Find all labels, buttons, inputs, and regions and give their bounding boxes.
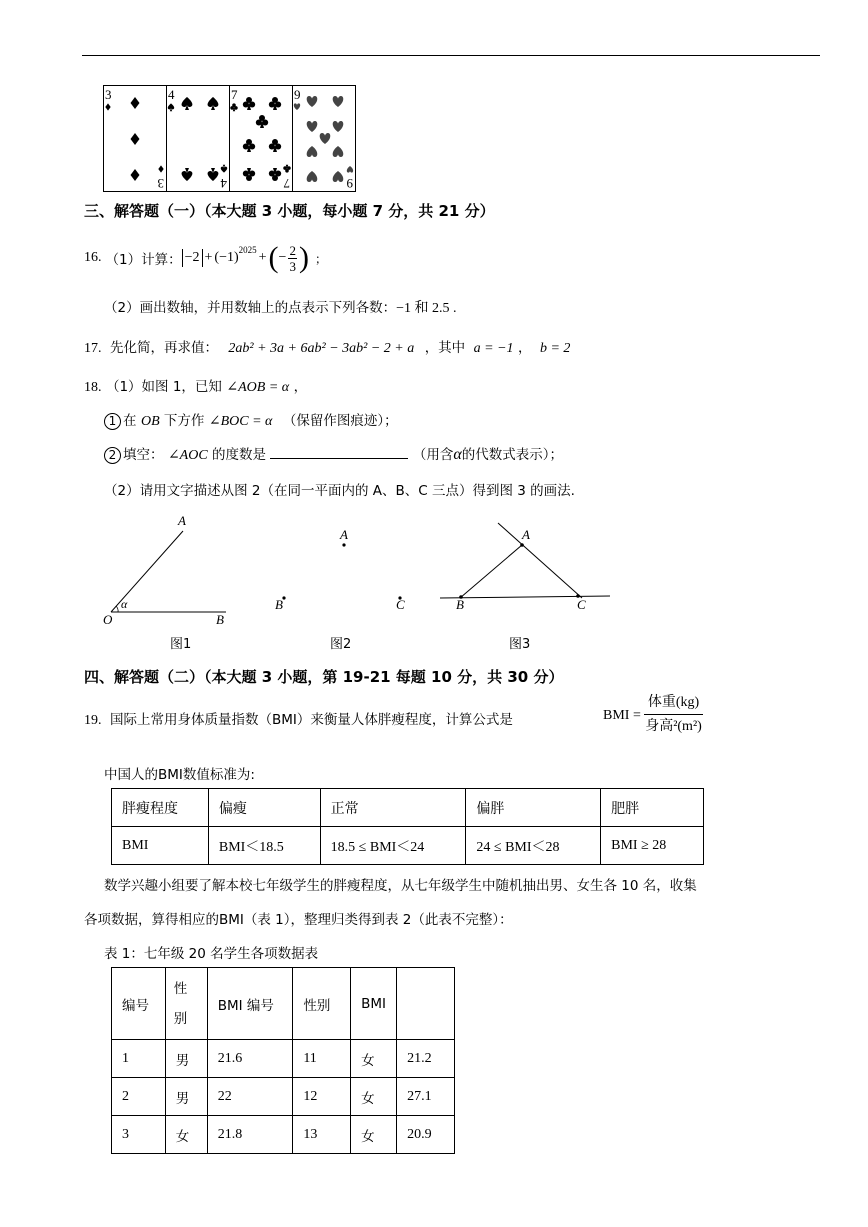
q17-expression: 2ab² + 3a + 6ab² − 3ab² − 2 + a	[228, 341, 415, 356]
card-rank-flipped: 7	[283, 176, 290, 191]
table-header-cell: 编号	[112, 968, 166, 1040]
table-cell: 20.9	[397, 1116, 455, 1154]
fig2-label-A: A	[340, 527, 348, 542]
section-3-heading: 三、解答题（一）（本大题 3 小题，每小题 7 分，共 21 分）	[84, 202, 495, 220]
card-rank: 3	[105, 87, 112, 102]
fig2-caption: 图2	[330, 637, 352, 652]
table-cell: 2	[112, 1078, 166, 1116]
fig1-label-A: A	[178, 513, 186, 528]
table-header-cell: BMI 编号	[207, 968, 293, 1040]
card-rank: 9	[294, 87, 301, 102]
table-cell: BMI ≥ 28	[601, 827, 704, 865]
table-cell: 正常	[320, 789, 466, 827]
table-cell: 偏胖	[466, 789, 601, 827]
q19-paragraph-line-2: 各项数据，算得相应的BMI（表 1），整理归类得到表 2（此表不完整）：	[84, 912, 513, 928]
figures-svg	[0, 505, 868, 655]
table-header-cell: 性别	[165, 968, 207, 1040]
table-cell: 21.6	[207, 1040, 293, 1078]
bmi-standard-table	[111, 788, 704, 865]
table-cell: 女	[165, 1116, 207, 1154]
table-cell: 21.2	[397, 1040, 455, 1078]
question-19-intro: 19. 国际上常用身体质量指数（BMI）来衡量人体胖瘦程度，计算公式是	[84, 712, 513, 728]
step-marker: 2	[104, 447, 121, 464]
fig3-label-A: A	[522, 527, 530, 542]
fig1-label-alpha: α	[121, 597, 128, 611]
table-header-cell	[397, 968, 455, 1040]
figure-1-angle	[111, 531, 226, 612]
fig1-label-O: O	[103, 612, 113, 627]
fig2-label-B: B	[275, 597, 283, 612]
bmi-formula: BMI = 体重(kg) 身高²(m²)	[603, 692, 703, 739]
table-cell: 24 ≤ BMI＜28	[466, 827, 601, 865]
table-header-cell: 性别	[293, 968, 351, 1040]
table-cell: 27.1	[397, 1078, 455, 1116]
table-cell: 18.5 ≤ BMI＜24	[320, 827, 466, 865]
table-cell: BMI	[112, 827, 209, 865]
question-16-part-1: 16. （1）计算： −2 + (−1) $^{2025}$ + ( − $\frac{2}{3}$ ) ；	[84, 241, 327, 274]
table-cell: 1	[112, 1040, 166, 1078]
fig3-label-B: B	[456, 597, 464, 612]
fig3-caption: 图3	[509, 637, 531, 652]
table-cell: 22	[207, 1078, 293, 1116]
cards-svg	[103, 85, 356, 192]
card-rank-flipped: 3	[157, 176, 164, 191]
table-cell: 男	[165, 1078, 207, 1116]
table-row	[112, 1078, 455, 1116]
table-cell: 3	[112, 1116, 166, 1154]
table-cell: 13	[293, 1116, 351, 1154]
q19-paragraph-line-1: 数学兴趣小组要了解本校七年级学生的胖瘦程度，从七年级学生中随机抽出男、女生各 10 名，收集	[104, 878, 697, 894]
table-cell: BMI＜18.5	[208, 827, 320, 865]
formula-numerator: 体重(kg)	[644, 692, 703, 715]
q16-abs-value: −2	[182, 249, 203, 267]
card-4-spades	[168, 87, 227, 191]
header-rule	[82, 55, 820, 56]
fig2-label-C: C	[396, 597, 405, 612]
table-cell: 21.8	[207, 1116, 293, 1154]
figure-2-points	[282, 543, 401, 599]
table-cell: 肥胖	[601, 789, 704, 827]
student-data-table	[111, 967, 455, 1154]
card-rank: 4	[168, 87, 175, 102]
card-7-clubs	[230, 87, 290, 191]
question-16-part-2: （2）画出数轴，并用数轴上的点表示下列各数：−1 和 2.5 .	[104, 300, 457, 316]
question-17: 17. 先化简，再求值： 2ab² + 3a + 6ab² − 3ab² − 2 + a ，其中 a = −1 ， b = 2	[84, 340, 571, 356]
question-18-part-1: 18. （1）如图 1，已知 ∠AOB = α ，	[84, 379, 308, 395]
q16-exponent: 2025	[238, 245, 257, 255]
q16-fraction: $\frac{2}{3}$	[289, 242, 296, 274]
question-18-part-2: （2）请用文字描述从图 2（在同一平面内的 A、B、C 三点）得到图 3 的画法.	[104, 483, 575, 499]
table-cell: 女	[351, 1078, 397, 1116]
question-number: 16.	[84, 250, 102, 265]
table-cell: 男	[165, 1040, 207, 1078]
step-marker: 1	[104, 413, 121, 430]
table-header-cell: BMI	[351, 968, 397, 1040]
card-9-hearts	[294, 87, 353, 191]
table-row	[112, 1116, 455, 1154]
table-cell: 胖瘦程度	[112, 789, 209, 827]
table-row	[112, 789, 704, 827]
card-3-diamonds	[105, 87, 164, 191]
table-cell: 偏瘦	[208, 789, 320, 827]
q16-power-base: (−1)	[214, 250, 239, 265]
table-row	[112, 827, 704, 865]
fig1-label-B: B	[216, 612, 224, 627]
playing-cards	[103, 85, 356, 196]
bmi-standard-caption: 中国人的BMI数值标准为:	[104, 767, 255, 783]
question-18-step-1: 1 在 OB 下方作 ∠BOC = α （保留作图痕迹）；	[104, 409, 398, 430]
q16-p1-prefix: （1）计算：	[105, 252, 182, 268]
q16-p1-end: ；	[314, 251, 327, 266]
question-18-step-2: 2 填空： ∠AOC 的度数是 （用含α的代数式表示）；	[104, 443, 563, 464]
section-4-heading: 四、解答题（二）（本大题 3 小题，第 19-21 每题 10 分，共 30 分）	[84, 668, 564, 686]
table-cell: 女	[351, 1116, 397, 1154]
card-rank-flipped: 4	[220, 176, 227, 191]
card-rank: 7	[231, 87, 238, 102]
table-cell: 12	[293, 1078, 351, 1116]
fig3-label-C: C	[577, 597, 586, 612]
table-row	[112, 1040, 455, 1078]
answer-blank[interactable]	[270, 444, 408, 459]
table-header-row	[112, 968, 455, 1040]
table-cell: 女	[351, 1040, 397, 1078]
card-rank-flipped: 9	[346, 176, 353, 191]
formula-denominator: 身高²(m²)	[645, 719, 702, 734]
fig1-caption: 图1	[170, 637, 192, 652]
table-cell: 11	[293, 1040, 351, 1078]
table-1-caption: 表 1：七年级 20 名学生各项数据表	[104, 946, 319, 962]
